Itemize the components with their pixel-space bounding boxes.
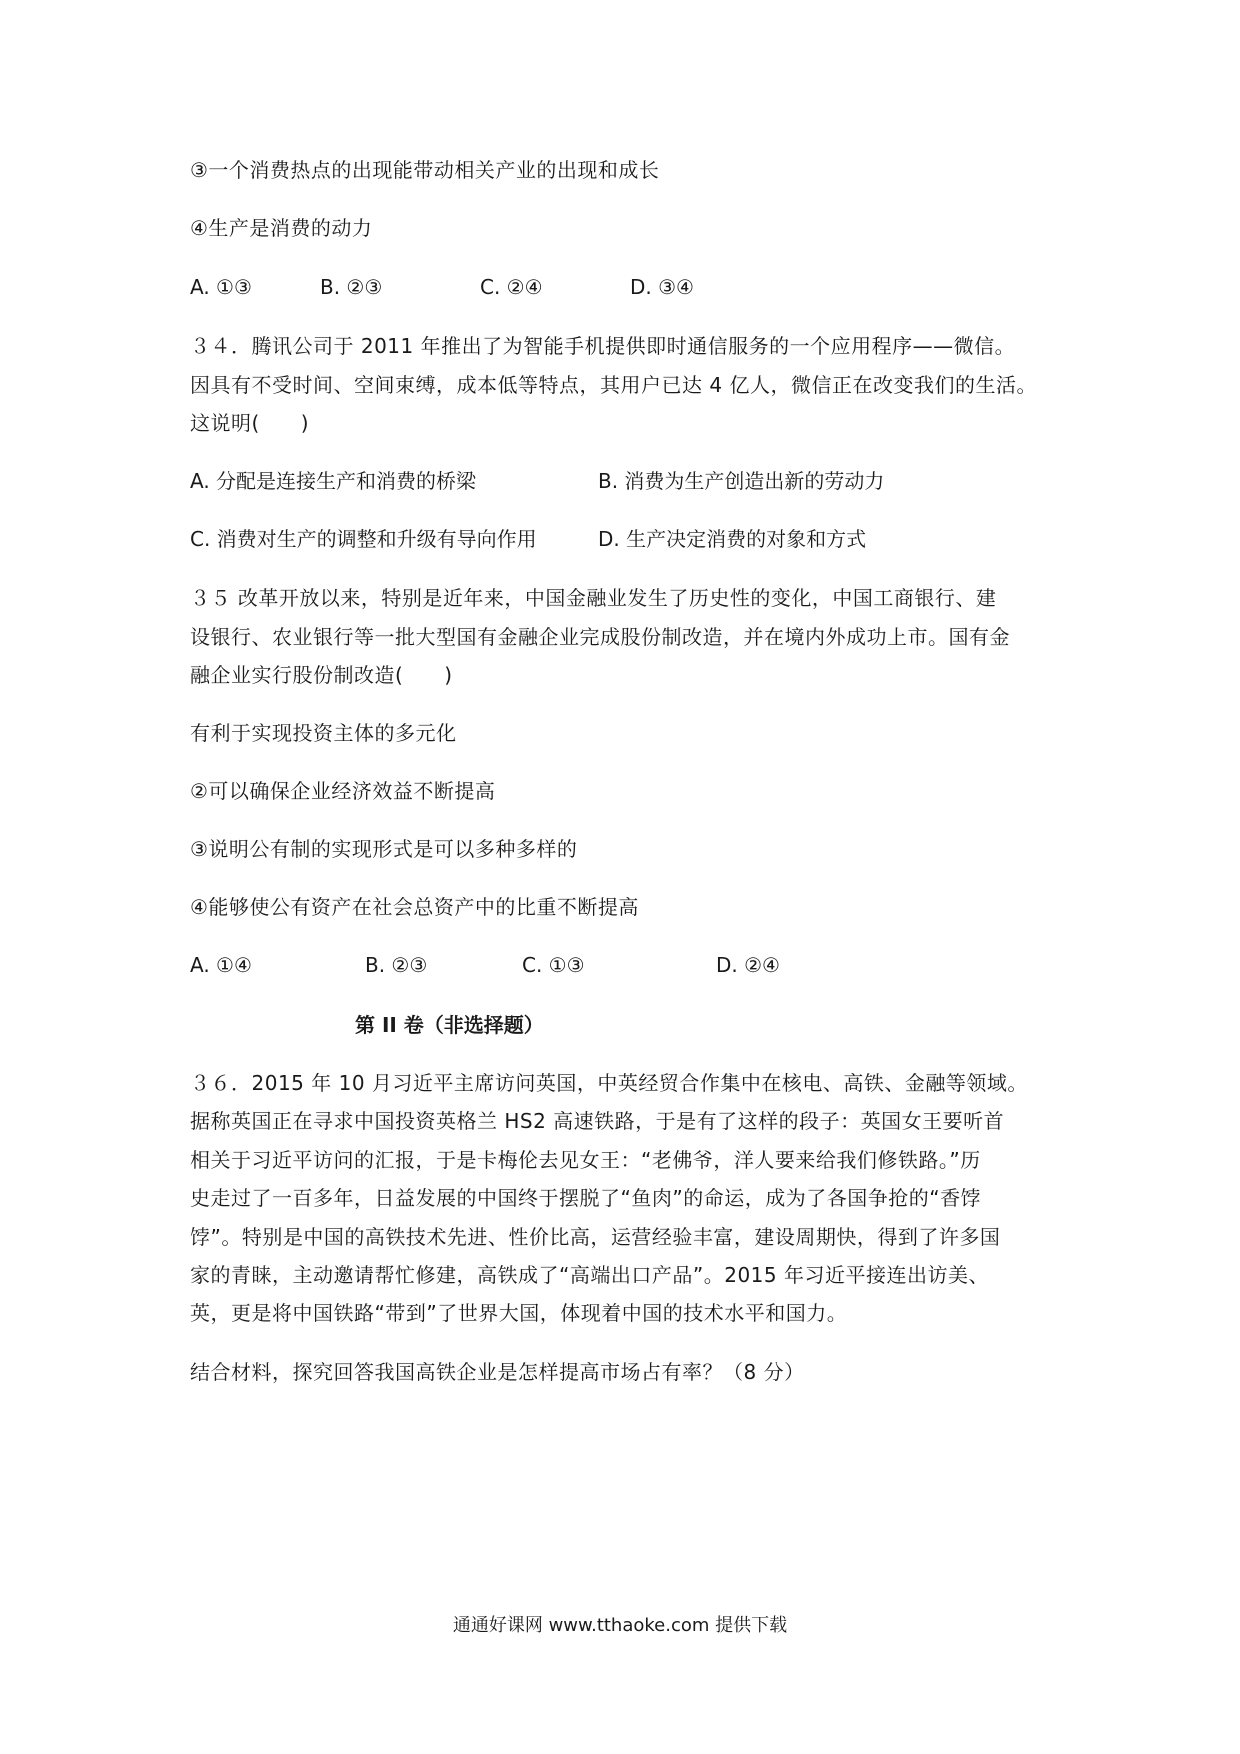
q34-line-1: ３４．腾讯公司于 2011 年推出了为智能手机提供即时通信服务的一个应用程序——微信。 [190,334,1016,358]
q33-option-c: C. ②④ [480,275,543,299]
q33-statement-3: ③一个消费热点的出现能带动相关产业的出现和成长 [190,158,660,182]
q34-line-3: 这说明( ) [190,411,310,435]
q36-line-1: ３６．2015 年 10 月习近平主席访问英国，中英经贸合作集中在核电、高铁、金融等领域。 [190,1071,1028,1095]
q33-option-a: A. ①③ [190,275,252,299]
q36-line-2: 据称英国正在寻求中国投资英格兰 HS2 高速铁路，于是有了这样的段子：英国女王要听首 [190,1109,1005,1133]
q35-option-b: B. ②③ [365,953,428,977]
q34-option-a: A. 分配是连接生产和消费的桥梁 [190,469,477,493]
q35-line-1: ３５ 改革开放以来，特别是近年来，中国金融业发生了历史性的变化，中国工商银行、建 [190,586,997,610]
q36-line-3: 相关于习近平访问的汇报，于是卡梅伦去见女王：“老佛爷，洋人要来给我们修铁路。”历 [190,1148,981,1172]
q34-option-c: C. 消费对生产的调整和升级有导向作用 [190,527,537,551]
q36-line-4: 史走过了一百多年，日益发展的中国终于摆脱了“鱼肉”的命运，成为了各国争抢的“香饽 [190,1186,982,1210]
q36-line-5: 饽”。特别是中国的高铁技术先进、性价比高，运营经验丰富，建设周期快，得到了许多国 [190,1225,1001,1249]
q35-line-3: 融企业实行股份制改造( ) [190,663,453,687]
q35-statement-1: 有利于实现投资主体的多元化 [190,721,457,745]
q33-option-d: D. ③④ [630,275,694,299]
q33-statement-4: ④生产是消费的动力 [190,216,373,240]
q34-option-d: D. 生产决定消费的对象和方式 [598,527,867,551]
q35-option-d: D. ②④ [716,953,780,977]
q35-statement-3: ③说明公有制的实现形式是可以多种多样的 [190,837,578,861]
q35-option-c: C. ①③ [522,953,585,977]
q36-question: 结合材料，探究回答我国高铁企业是怎样提高市场占有率？（8 分） [190,1360,805,1384]
q33-option-b: B. ②③ [320,275,383,299]
q36-line-6: 家的青睐，主动邀请帮忙修建，高铁成了“高端出口产品”。2015 年习近平接连出访美、 [190,1263,989,1287]
q34-line-2: 因具有不受时间、空间束缚，成本低等特点，其用户已达 4 亿人，微信正在改变我们的生活。 [190,373,1037,397]
section-title: 第 II 卷（非选择题） [355,1013,544,1037]
q35-statement-2: ②可以确保企业经济效益不断提高 [190,779,496,803]
q36-line-7: 英，更是将中国铁路“带到”了世界大国，体现着中国的技术水平和国力。 [190,1301,848,1325]
q35-line-2: 设银行、农业银行等一批大型国有金融企业完成股份制改造，并在境内外成功上市。国有金 [190,625,1010,649]
q35-option-a: A. ①④ [190,953,252,977]
footer-text: 通通好课网 www.tthaoke.com 提供下载 [452,1615,788,1636]
q34-option-b: B. 消费为生产创造出新的劳动力 [598,469,885,493]
q35-statement-4: ④能够使公有资产在社会总资产中的比重不断提高 [190,895,639,919]
